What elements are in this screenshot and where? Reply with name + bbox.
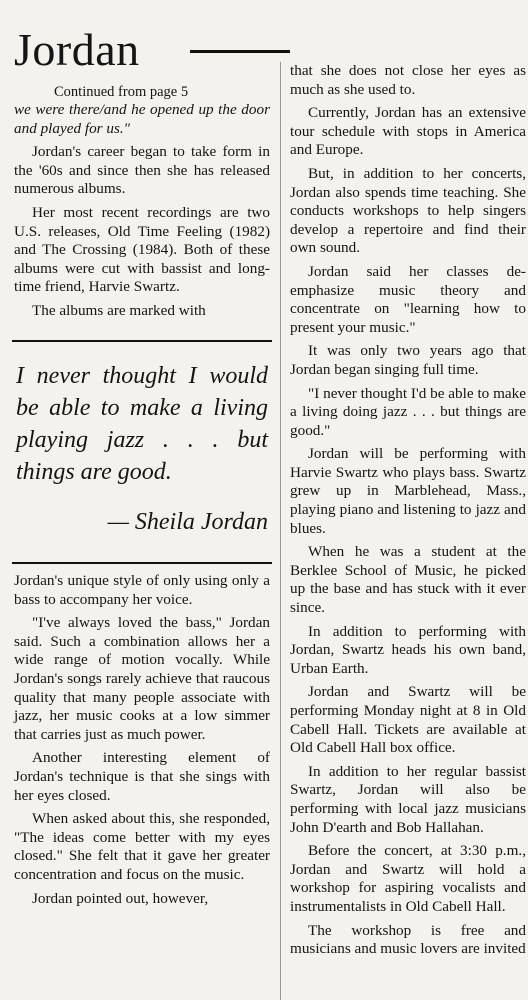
continued-line: Continued from page 5 — [54, 84, 189, 100]
right-paragraph-2: Currently, Jordan has an extensive tour schedule with stops in America and Europe. — [290, 104, 526, 159]
right-paragraph-4: Jordan said her classes de-emphasize music theory and concentrate on "learning how to present your music." — [290, 262, 526, 336]
left-column-top — [14, 84, 270, 326]
right-paragraph-3: But, in addition to her concerts, Jordan also spends time teaching. She conducts workshops to help singers develop a repertoire and find their own sound. — [290, 164, 526, 257]
right-paragraph-5: It was only two years ago that Jordan began singing full time. — [290, 342, 526, 378]
left-bottom-paragraph-1: Jordan's unique style of only using only a bass to accompany her voice. — [14, 572, 270, 608]
headline-rule — [190, 50, 290, 53]
left-column-bottom — [14, 572, 270, 913]
headline: Jordan — [14, 24, 140, 75]
right-paragraph-13: The workshop is free and musicians and music lovers are invited — [290, 921, 526, 958]
column-rule — [280, 62, 281, 1000]
pull-quote-box — [12, 340, 272, 564]
left-bottom-paragraph-5: Jordan pointed out, however, — [32, 889, 209, 907]
left-paragraph-3: The albums are marked with — [32, 301, 206, 319]
right-paragraph-10: Jordan and Swartz will be performing Monday night at 8 in Old Cabell Hall. Tickets are available at Old Cabell Hall box office. — [290, 683, 526, 757]
right-paragraph-9: In addition to performing with Jordan, Swartz heads his own band, Urban Earth. — [290, 622, 526, 677]
left-bottom-paragraph-4: When asked about this, she responded, "The ideas come better with my eyes closed." She felt that it gave her greater concentration and focus on the music. — [14, 810, 270, 883]
right-paragraph-12: Before the concert, at 3:30 p.m., Jordan and Swartz will hold a workshop for aspiring vocalists and instrumentalists in Old Cabell Hall. — [290, 842, 526, 915]
right-paragraph-1: that she does not close her eyes as much as she used to. — [290, 62, 526, 98]
left-bottom-paragraph-2: "I've always loved the bass," Jordan said. Such a combination allows her a wide range of motion vocally. While Jordan's songs rarely achieve that raucous quality that many people associate with jazz, her music cooks at a low simmer that carries just as much power. — [14, 614, 270, 743]
left-paragraph-0: we were there/and he opened up the door and played for us." — [14, 101, 270, 137]
right-paragraph-7: Jordan will be performing with Harvie Swartz who plays bass. Swartz grew up in Marblehead, Mass., playing piano and listening to jazz and blues. — [290, 445, 526, 537]
left-paragraph-1: Jordan's career began to take form in the '60s and since then she has released numerous albums. — [14, 143, 270, 198]
right-paragraph-11: In addition to her regular bassist Swartz, Jordan will also be performing with local jazz musicians John D'earth and Bob Hallahan. — [290, 762, 526, 836]
pull-quote-text: I never thought I would be able to make a living playing jazz . . . but things are good. — [16, 363, 268, 485]
right-paragraph-8: When he was a student at the Berklee School of Music, he picked up the base and has stuck with it ever since. — [290, 543, 526, 617]
left-bottom-paragraph-3: Another interesting element of Jordan's technique is that she sings with her eyes closed. — [14, 749, 270, 804]
left-paragraph-2: Her most recent recordings are two U.S. releases, Old Time Feeling (1982) and The Crossing (1984). Both of these albums were cut with bassist and long-time friend, Harvie Swartz. — [14, 203, 270, 296]
right-paragraph-6: "I never thought I'd be able to make a living doing jazz . . . but things are good." — [290, 384, 526, 439]
pull-quote-attribution: — Sheila Jordan — [107, 509, 268, 535]
right-column — [290, 62, 526, 964]
